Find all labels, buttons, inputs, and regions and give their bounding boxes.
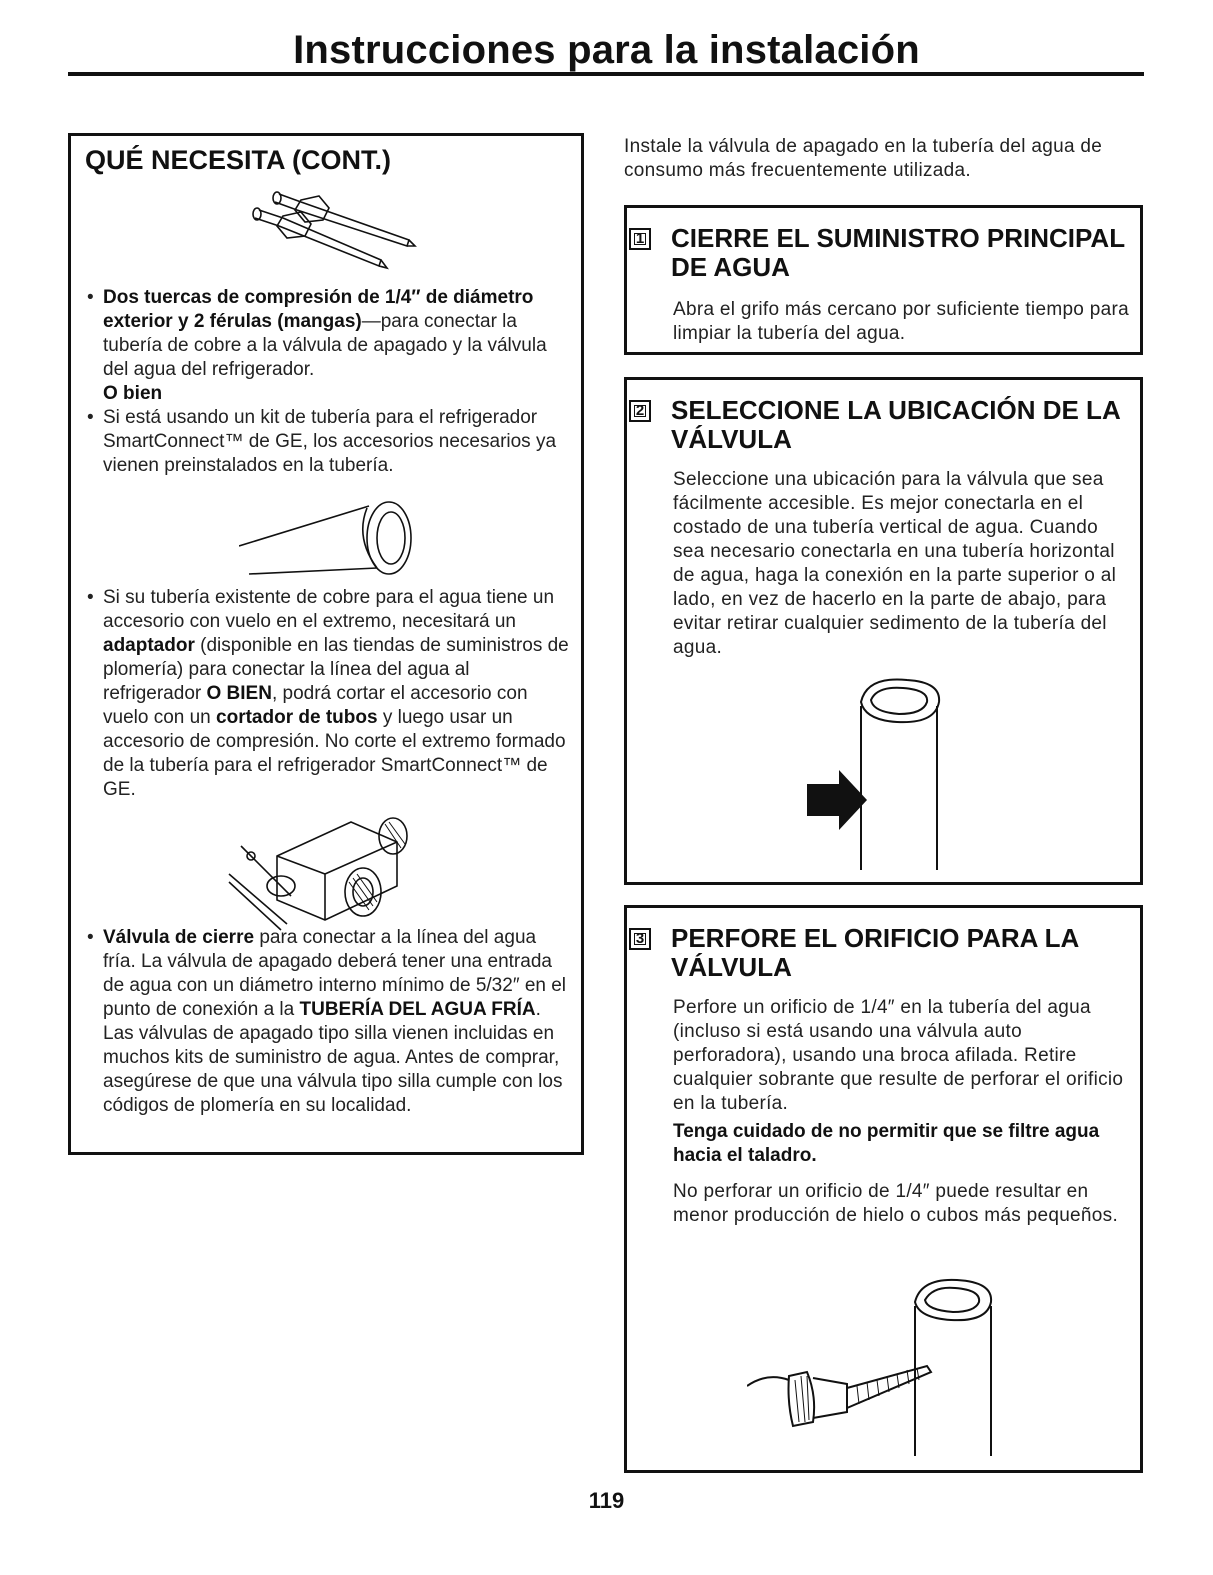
list-item-shutoff-valve xyxy=(89,926,569,1118)
step-1-box xyxy=(624,205,1143,355)
step-number: 2 xyxy=(629,400,651,422)
cold-water-bold: TUBERÍA DEL AGUA FRÍA xyxy=(299,999,536,1020)
bullet: • xyxy=(87,587,94,608)
step-number: 1 xyxy=(629,228,651,250)
step-number: 3 xyxy=(629,928,651,950)
step-body: Seleccione una ubicación para la válvula que sea fácilmente accesible. Es mejor conectarla en el costado de una tubería vertical de agua. Cuando sea necesario conectarla en una tubería horizontal de agua, haga la conexión en la parte superior o al lado, en vez de hacerlo en la parte de abajo, para evitar retirar cualquier sedimento de la tubería del agua. xyxy=(673,469,1117,658)
copper-tubing-icon xyxy=(239,496,419,582)
item-text: , podrá cortar el accesorio con vuelo con un xyxy=(103,683,528,728)
bullet: • xyxy=(87,287,94,308)
item-text: Si su tubería existente de cobre para el agua tiene un accesorio con vuelo en el extremo, necesitará un xyxy=(103,587,555,632)
pipe-location-arrow-icon xyxy=(807,676,947,870)
step-title: CIERRE EL SUMINISTRO PRINCIPAL DE AGUA xyxy=(671,223,1125,282)
item-text: . Las válvulas de apagado tipo silla vienen incluidas en muchos kits de suministro de agua. Antes de comprar, asegúrese de que una válvula tipo silla cumple con los códigos de plomería en su localidad. xyxy=(103,999,563,1116)
tube-cutter-bold: cortador de tubos xyxy=(216,707,378,728)
shutoff-valve-icon xyxy=(221,816,421,932)
step-body: Perfore un orificio de 1/4″ en la tubería del agua (incluso si está usando una válvula auto perforadora), usando una broca afilada. Retire cualquier sobrante que resulte de perforar el orificio en la tubería. xyxy=(673,997,1124,1114)
step-2-box xyxy=(624,377,1143,885)
or-bold: O BIEN xyxy=(206,683,272,704)
step-3-box xyxy=(624,905,1143,1473)
page-title: Instrucciones para la instalación xyxy=(293,28,920,72)
step-title: PERFORE EL ORIFICIO PARA LA VÁLVULA xyxy=(671,923,1079,982)
step-title: SELECCIONE LA UBICACIÓN DE LA VÁLVULA xyxy=(671,395,1120,454)
item-text: —para conectar la tubería de cobre a la válvula de apagado y la válvula del agua del refrigerador. xyxy=(103,311,547,380)
drill-pipe-icon xyxy=(747,1276,1007,1466)
item-text: y luego usar un accesorio de compresión. No corte el extremo formado de la tubería para el refrigerador SmartConnect™ de GE. xyxy=(103,707,566,800)
list-item-smartconnect-kit xyxy=(89,406,569,478)
item-text: Si está usando un kit de tubería para el refrigerador SmartConnect™ de GE, los accesorios necesarios ya vienen preinstalados en la tubería. xyxy=(103,407,557,476)
title-rule xyxy=(68,72,1144,76)
item-text: (disponible en las tiendas de suministros de plomería) para conectar la línea del agua al refrigerador xyxy=(103,635,569,704)
list-item-compression-nuts xyxy=(89,286,569,406)
step-body: No perforar un orificio de 1/4″ puede resultar en menor producción de hielo o cubos más pequeños. xyxy=(673,1181,1119,1226)
page-number: 119 xyxy=(588,1488,625,1513)
item-text: para conectar a la línea del agua fría. La válvula de apagado deberá tener una entrada de agua con un diámetro interno mínimo de 5/32″ en el punto de conexión a la xyxy=(103,927,567,1020)
left-heading: QUÉ NECESITA (CONT.) xyxy=(85,145,392,175)
compression-nuts-icon xyxy=(231,188,431,276)
valve-bold: Válvula de cierre xyxy=(103,927,255,948)
item-bold-text: Dos tuercas de compresión de 1/4″ de diámetro exterior y 2 férulas (mangas) xyxy=(103,287,534,332)
adapter-bold: adaptador xyxy=(103,635,195,656)
list-item-adapter xyxy=(89,586,569,802)
bullet: • xyxy=(87,407,94,428)
intro-text: Instale la válvula de apagado en la tubería del agua de consumo más frecuentemente utilizada. xyxy=(624,136,1103,181)
bullet: • xyxy=(87,927,94,948)
step-body: Abra el grifo más cercano por suficiente tiempo para limpiar la tubería del agua. xyxy=(673,299,1129,344)
warning-text: Tenga cuidado de no permitir que se filtre agua hacia el taladro. xyxy=(673,1121,1100,1166)
what-you-need-box xyxy=(68,133,584,1155)
or-label: O bien xyxy=(103,383,163,404)
